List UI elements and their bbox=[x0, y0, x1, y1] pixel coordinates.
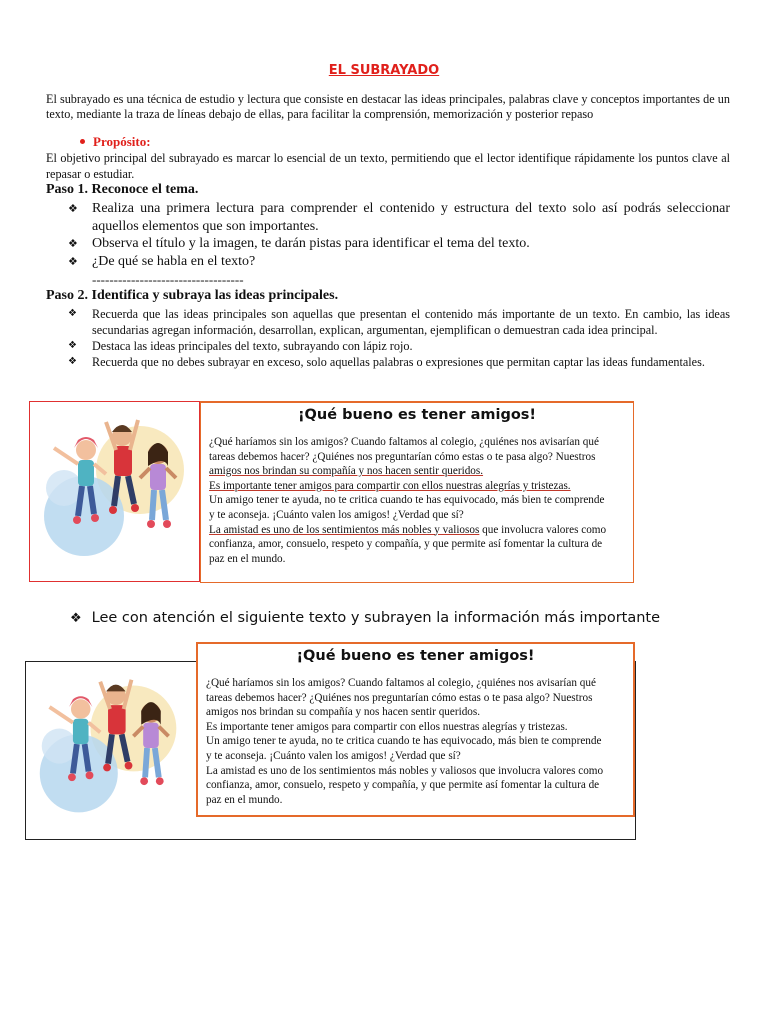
purpose-paragraph: El objetivo principal del subrayado es marcar lo esencial de un texto, permitiendo que el lector identifique rápidamente los puntos clave al repasar o estudiar. bbox=[46, 151, 730, 181]
text-line: Es importante tener amigos para compartir con ellos nuestras alegrías y tristezas. bbox=[206, 720, 568, 733]
reading-box-underlined bbox=[200, 401, 634, 583]
friends-illustration bbox=[44, 408, 188, 572]
text-line: tareas debemos hacer? ¿Quiénes nos preguntarían cómo estas o te pasa algo? Nuestros bbox=[209, 450, 596, 463]
instruction-line bbox=[70, 610, 660, 626]
bullet-dot-icon bbox=[80, 139, 85, 144]
text-line: paz en el mundo. bbox=[206, 793, 283, 806]
list-item: ❖ Recuerda que no debes subrayar en exceso, solo aquellas palabras o expresiones que permitan captar las ideas fundamentales. bbox=[68, 355, 705, 369]
step1-heading bbox=[46, 182, 198, 198]
list-item: ❖ Destaca las ideas principales del texto, subrayando con lápiz rojo. bbox=[68, 339, 413, 353]
step2-heading: Paso 2. Identifica y subraya las ideas principales. bbox=[46, 288, 339, 303]
diamond-bullet-icon: ❖ bbox=[68, 237, 78, 250]
underlined-phrase: La amistad es uno de los sentimientos más nobles y valiosos bbox=[209, 523, 480, 536]
reading-title: ¡Qué bueno es tener amigos! bbox=[296, 648, 535, 664]
diamond-bullet-icon: ❖ bbox=[68, 254, 78, 268]
underlined-phrase: amigos nos brindan su compañía y nos hacen sentir queridos. bbox=[209, 465, 484, 478]
text-line: confianza, amor, consuelo, respeto y compañía, y que permite así fomentar la cultura de bbox=[209, 538, 603, 551]
underlined-phrase: Es importante tener amigos para compartir con ellos nuestras alegrías y tristezas. bbox=[209, 479, 571, 492]
diamond-bullet-icon: ❖ bbox=[68, 308, 77, 319]
diamond-bullet-icon: ❖ bbox=[68, 202, 78, 215]
text-line bbox=[209, 464, 606, 479]
list-item: ❖ ¿De qué se habla en el texto? bbox=[68, 253, 256, 269]
step1-paso: Paso bbox=[46, 182, 74, 197]
text-line: Un amigo tener te ayuda, no te critica cuando te has equivocado, más bien te comprende bbox=[206, 735, 602, 748]
friends-illustration bbox=[36, 668, 184, 828]
purpose-label: Propósito: bbox=[93, 134, 151, 149]
reading-text[interactable] bbox=[206, 676, 603, 807]
page-title: EL SUBRAYADO bbox=[328, 63, 440, 78]
text-line: y te aconseja. ¡Cuánto valen los amigos! ¿Verdad que sí? bbox=[206, 749, 461, 762]
reading-box-exercise bbox=[196, 642, 635, 817]
text-line: y te aconseja. ¡Cuánto valen los amigos! ¿Verdad que sí? bbox=[209, 508, 464, 521]
step1-list bbox=[68, 200, 730, 270]
text-line: ¿Qué haríamos sin los amigos? Cuando faltamos al colegio, ¿quiénes nos avisarían qué bbox=[209, 436, 599, 448]
text-line bbox=[209, 479, 606, 494]
text-line: ¿Qué haríamos sin los amigos? Cuando faltamos al colegio, ¿quiénes nos avisarían qué bbox=[206, 677, 596, 689]
reading-text bbox=[209, 435, 606, 566]
answer-blank-line: ----------------------------------- bbox=[92, 272, 244, 287]
instruction-text: Lee con atención el siguiente texto y subrayen la información más importante bbox=[91, 610, 661, 626]
text-line: confianza, amor, consuelo, respeto y compañía, y que permite así fomentar la cultura de bbox=[206, 779, 600, 792]
step2-list bbox=[68, 306, 730, 370]
diamond-bullet-icon: ❖ bbox=[68, 356, 77, 367]
intro-paragraph: El subrayado es una técnica de estudio y lectura que consiste en destacar las ideas principales, palabras clave y conceptos importantes de un texto, mediante la traza de líneas debajo de ellas, para facilitar la comprensión, memorización y posterior repaso bbox=[46, 92, 730, 121]
text-line: paz en el mundo. bbox=[209, 552, 286, 565]
step1-title: 1. Reconoce el tema. bbox=[74, 182, 199, 197]
text-line: La amistad es uno de los sentimientos más nobles y valiosos que involucra valores como bbox=[209, 523, 607, 536]
purpose-heading bbox=[80, 134, 151, 150]
diamond-bullet-icon: ❖ bbox=[70, 611, 82, 626]
text-line: amigos nos brindan su compañía y nos hacen sentir queridos. bbox=[206, 706, 481, 719]
list-item: ❖ Observa el título y la imagen, te darán pistas para identificar el tema del texto. bbox=[68, 236, 530, 251]
list-item: ❖ Realiza una primera lectura para comprender el contenido y estructura del texto solo así podrás seleccionar aquellos elementos que son importantes. bbox=[68, 201, 730, 234]
reading-title: ¡Qué bueno es tener amigos! bbox=[297, 407, 537, 423]
text-line: La amistad es uno de los sentimientos más nobles y valiosos que involucra valores como bbox=[206, 764, 604, 777]
text-line: tareas debemos hacer? ¿Quiénes nos preguntarían cómo estas o te pasa algo? Nuestros bbox=[206, 691, 593, 704]
text-line: Un amigo tener te ayuda, no te critica cuando te has equivocado, más bien te comprende bbox=[209, 494, 605, 507]
list-item: ❖ Recuerda que las ideas principales son aquellas que presentan el contenido más importante de un texto. En cambio, las ideas secundarias agregan información, desarrollan, explican, argumentan, ejemplifican o demuestran cada idea principal. bbox=[68, 307, 730, 337]
diamond-bullet-icon: ❖ bbox=[68, 340, 77, 351]
